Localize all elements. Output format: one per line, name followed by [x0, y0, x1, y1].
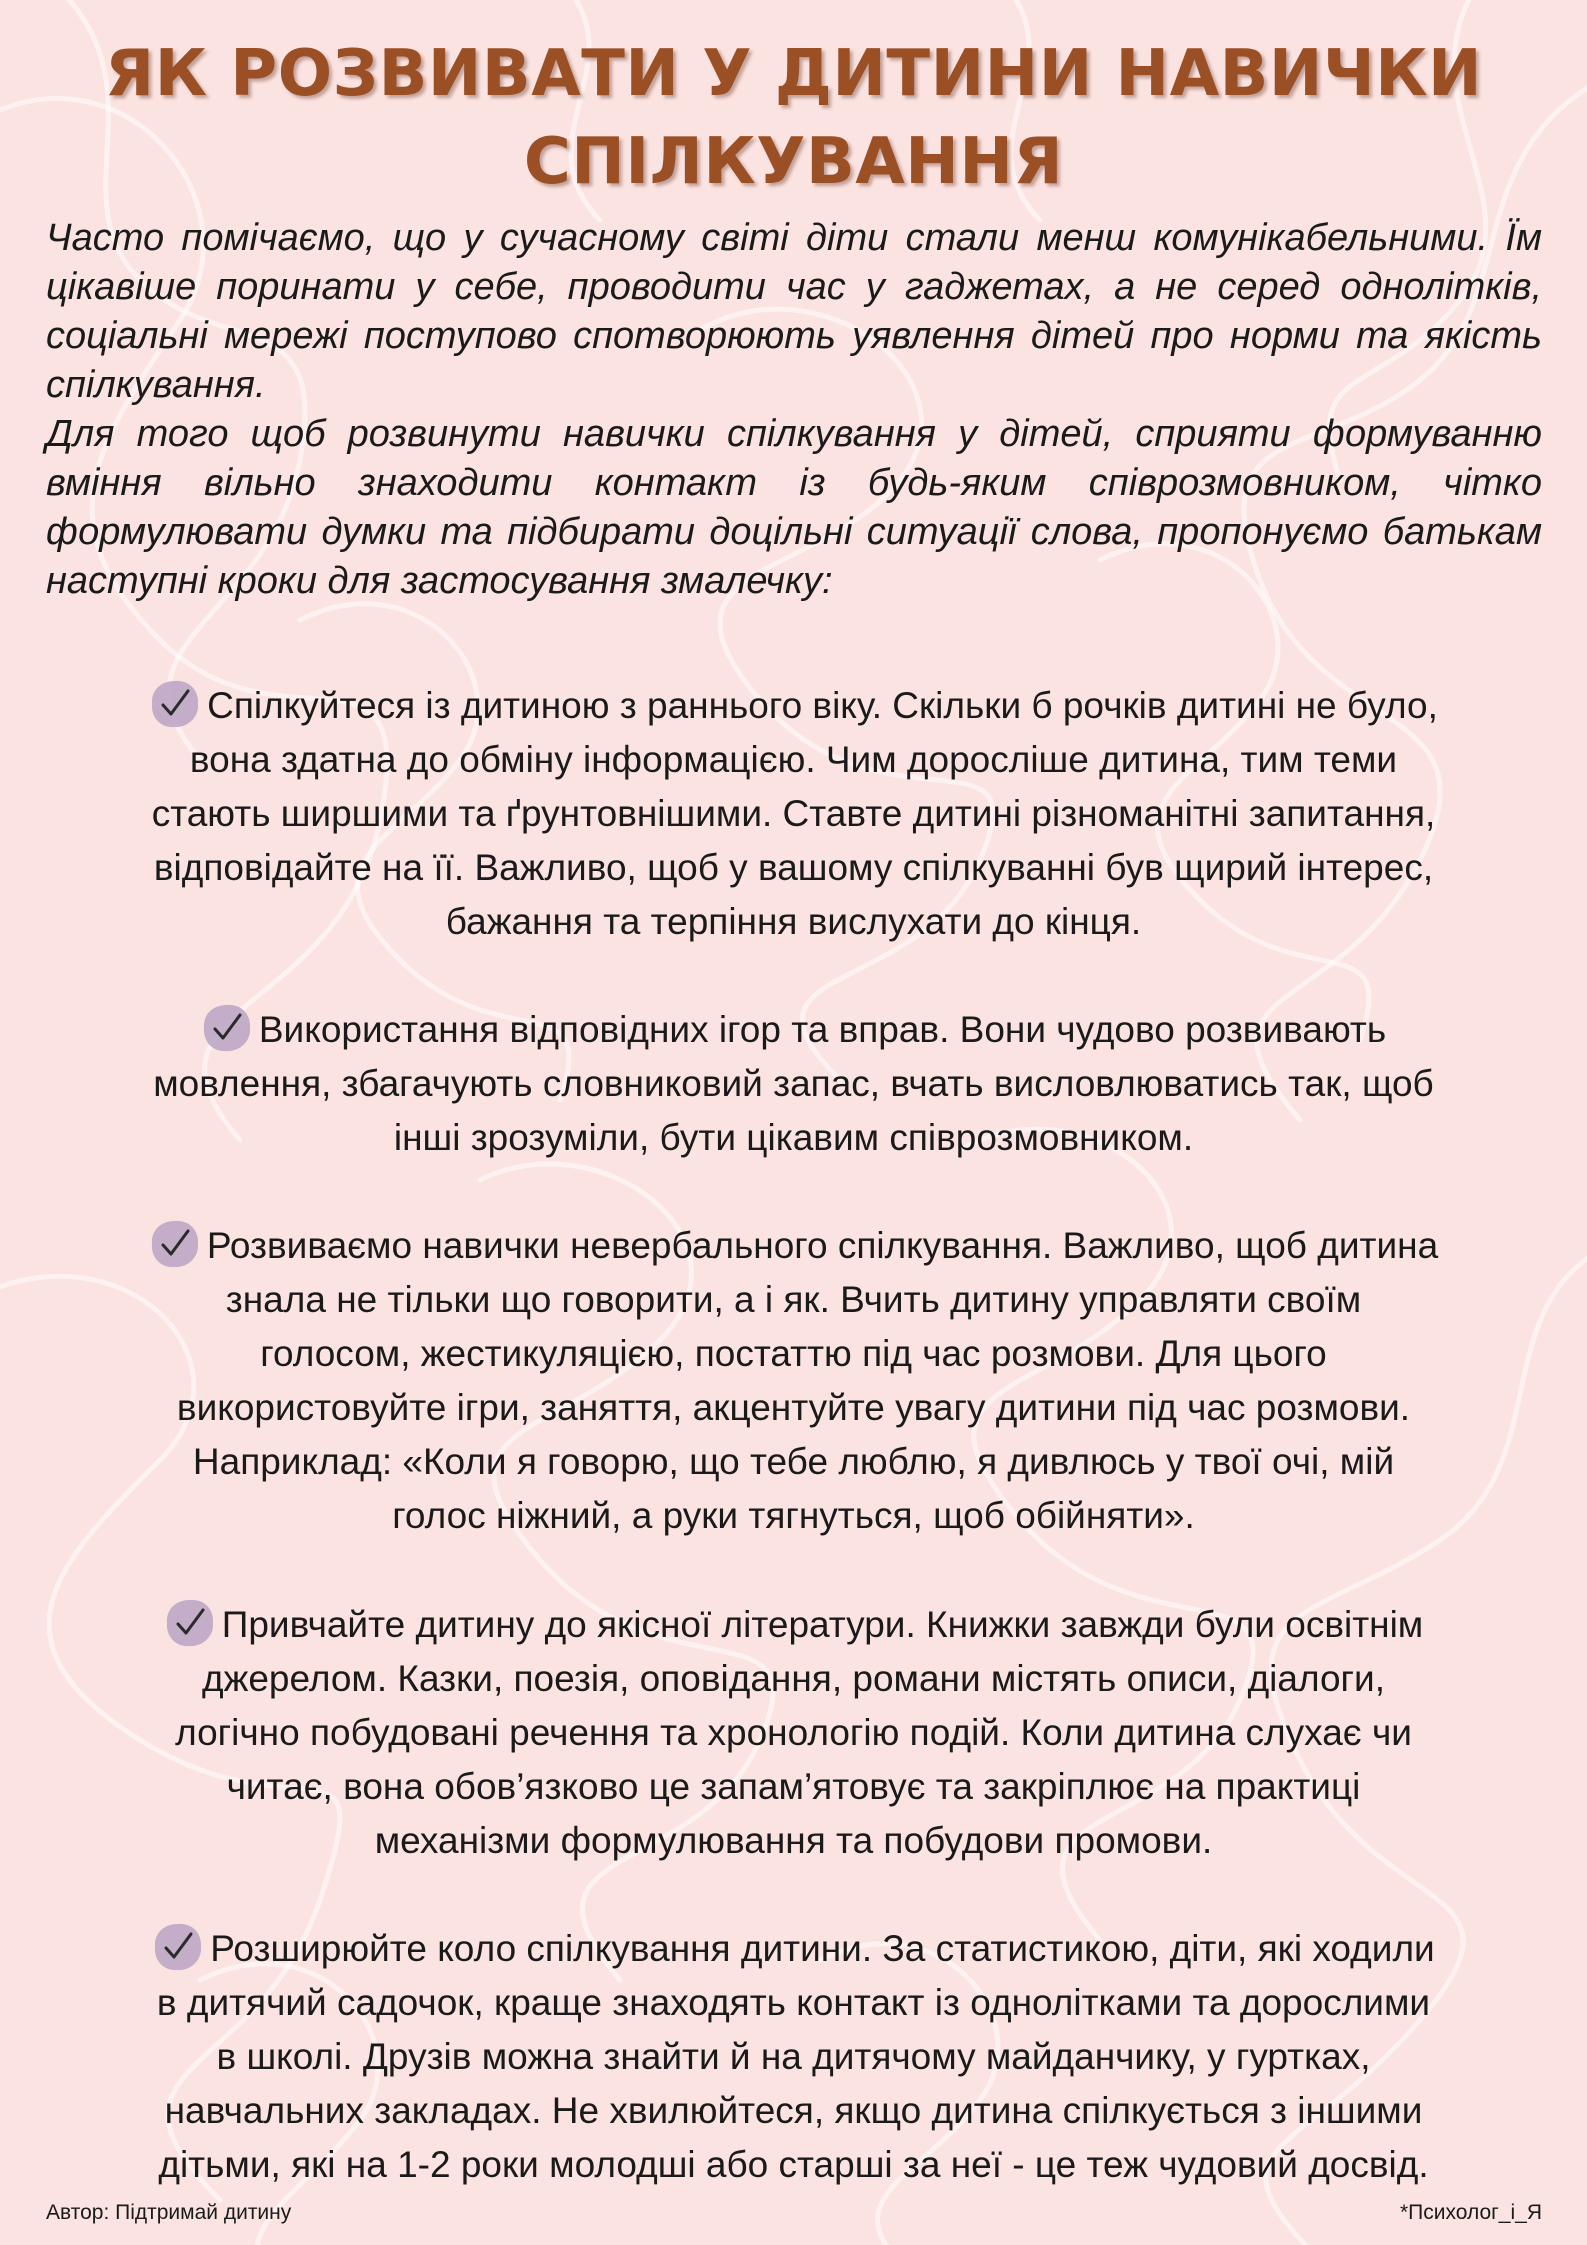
tip-4-line-2: джерелом. Казки, поезія, оповідання, романи містять описи, діалоги, [202, 1658, 1385, 1699]
tip-5-line-1: Розширюйте коло спілкування дитини. За статистикою, діти, які ходили [210, 1928, 1435, 1969]
tip-3-line-5: Наприклад: «Коли я говорю, що тебе люблю, я дивлюсь у твої очі, мій [192, 1441, 1395, 1482]
tip-1-line-2: вона здатна до обміну інформацією. Чим доросліше дитина, тим теми [189, 739, 1398, 780]
tip-5-line-2: в дитячий садочок, краще знаходять контакт із однолітками та дорослими [156, 1982, 1431, 2023]
intro-paragraph-1: Часто помічаємо, що у сучасному світі діти стали менш комунікабельними. Їм цікавіше поринати у себе, проводити час у гаджетах, а не серед однолітків, соціальні мережі поступово спотворюють уявлення дітей про норми та якість спілкування. [46, 217, 1542, 406]
tip-2-line-2: мовлення, збагачують словниковий запас, вчать висловлюватись так, щоб [153, 1063, 1434, 1104]
tip-1-line-4: відповідайте на її. Важливо, щоб у вашому спілкуванні був щирий інтерес, [153, 847, 1434, 888]
tip-item [40, 1921, 1547, 2192]
tip-3-line-2: знала не тільки що говорити, а і як. Вчить дитину управляти своїм [225, 1279, 1362, 1320]
tip-1-line-1: Спілкуйтеся із дитиною з раннього віку. Скільки б рочків дитині не було, [207, 685, 1438, 726]
tip-item [40, 1218, 1547, 1543]
tip-3-line-1: Розвиваємо навички невербального спілкування. Важливо, щоб дитина [206, 1225, 1439, 1266]
tip-3-line-4: використовуйте ігри, заняття, акцентуйте увагу дитини під час розмови. [176, 1387, 1411, 1428]
tip-item [40, 1002, 1547, 1165]
title-line-2: СПІЛКУВАННЯ [523, 125, 1064, 199]
tip-1-line-5: бажання та терпіння вислухати до кінця. [445, 901, 1142, 942]
tip-3-line-6: голос ніжний, а руки тягнуться, щоб обійняти». [392, 1495, 1195, 1536]
tip-5-line-4: навчальних закладах. Не хвилюйтеся, якщо дитина спілкується з іншими [164, 2090, 1423, 2131]
title-line-1: ЯК РОЗВИВАТИ У ДИТИНИ НАВИЧКИ [104, 37, 1483, 111]
tip-1-line-3: стають ширшими та ґрунтовнішими. Ставте дитині різноманітні запитання, [151, 793, 1436, 834]
tip-item [40, 1597, 1547, 1868]
tip-5-line-5: дітьми, які на 1-2 роки молодші або старші за неї - це теж чудовий досвід. [158, 2144, 1429, 2185]
tip-3-line-3: голосом, жестикуляцією, постаттю під час розмови. Для цього [260, 1333, 1327, 1374]
tip-4-line-3: логічно побудовані речення та хронологію подій. Коли дитина слухає чи [175, 1712, 1412, 1753]
checkmark-icon [152, 1921, 204, 1973]
tip-item [40, 678, 1547, 949]
tip-2-line-1: Використання відповідних ігор та вправ. Вони чудово розвивають [258, 1009, 1387, 1050]
checkmark-icon [149, 1218, 201, 1270]
tip-4-line-4: читає, вона обов’язково це запам’ятовує та закріплює на практиці [226, 1766, 1361, 1807]
author-credit: Автор: Підтримай дитину [46, 2201, 292, 2224]
tip-2-line-3: інші зрозуміли, бути цікавим співрозмовником. [393, 1117, 1194, 1158]
checkmark-icon [201, 1002, 253, 1054]
intro-text [46, 214, 1542, 606]
source-credit: *Психолог_і_Я [1400, 2201, 1542, 2224]
page-title [60, 30, 1527, 206]
tip-4-line-1: Привчайте дитину до якісної літератури. Книжки завжди були освітнім [221, 1604, 1424, 1645]
checkmark-icon [164, 1597, 216, 1649]
tip-5-line-3: в школі. Друзів можна знайти й на дитячому майданчику, у гуртках, [216, 2036, 1371, 2077]
checkmark-icon [149, 678, 201, 730]
intro-paragraph-2: Для того щоб розвинути навички спілкування у дітей, сприяти формуванню вміння вільно знаходити контакт із будь-яким співрозмовником, чітко формулювати думки та підбирати доцільні ситуації слова, пропонуємо батькам наступні кроки для застосування змалечку: [46, 413, 1542, 602]
tip-4-line-5: механізми формулювання та побудови промови. [374, 1820, 1213, 1861]
